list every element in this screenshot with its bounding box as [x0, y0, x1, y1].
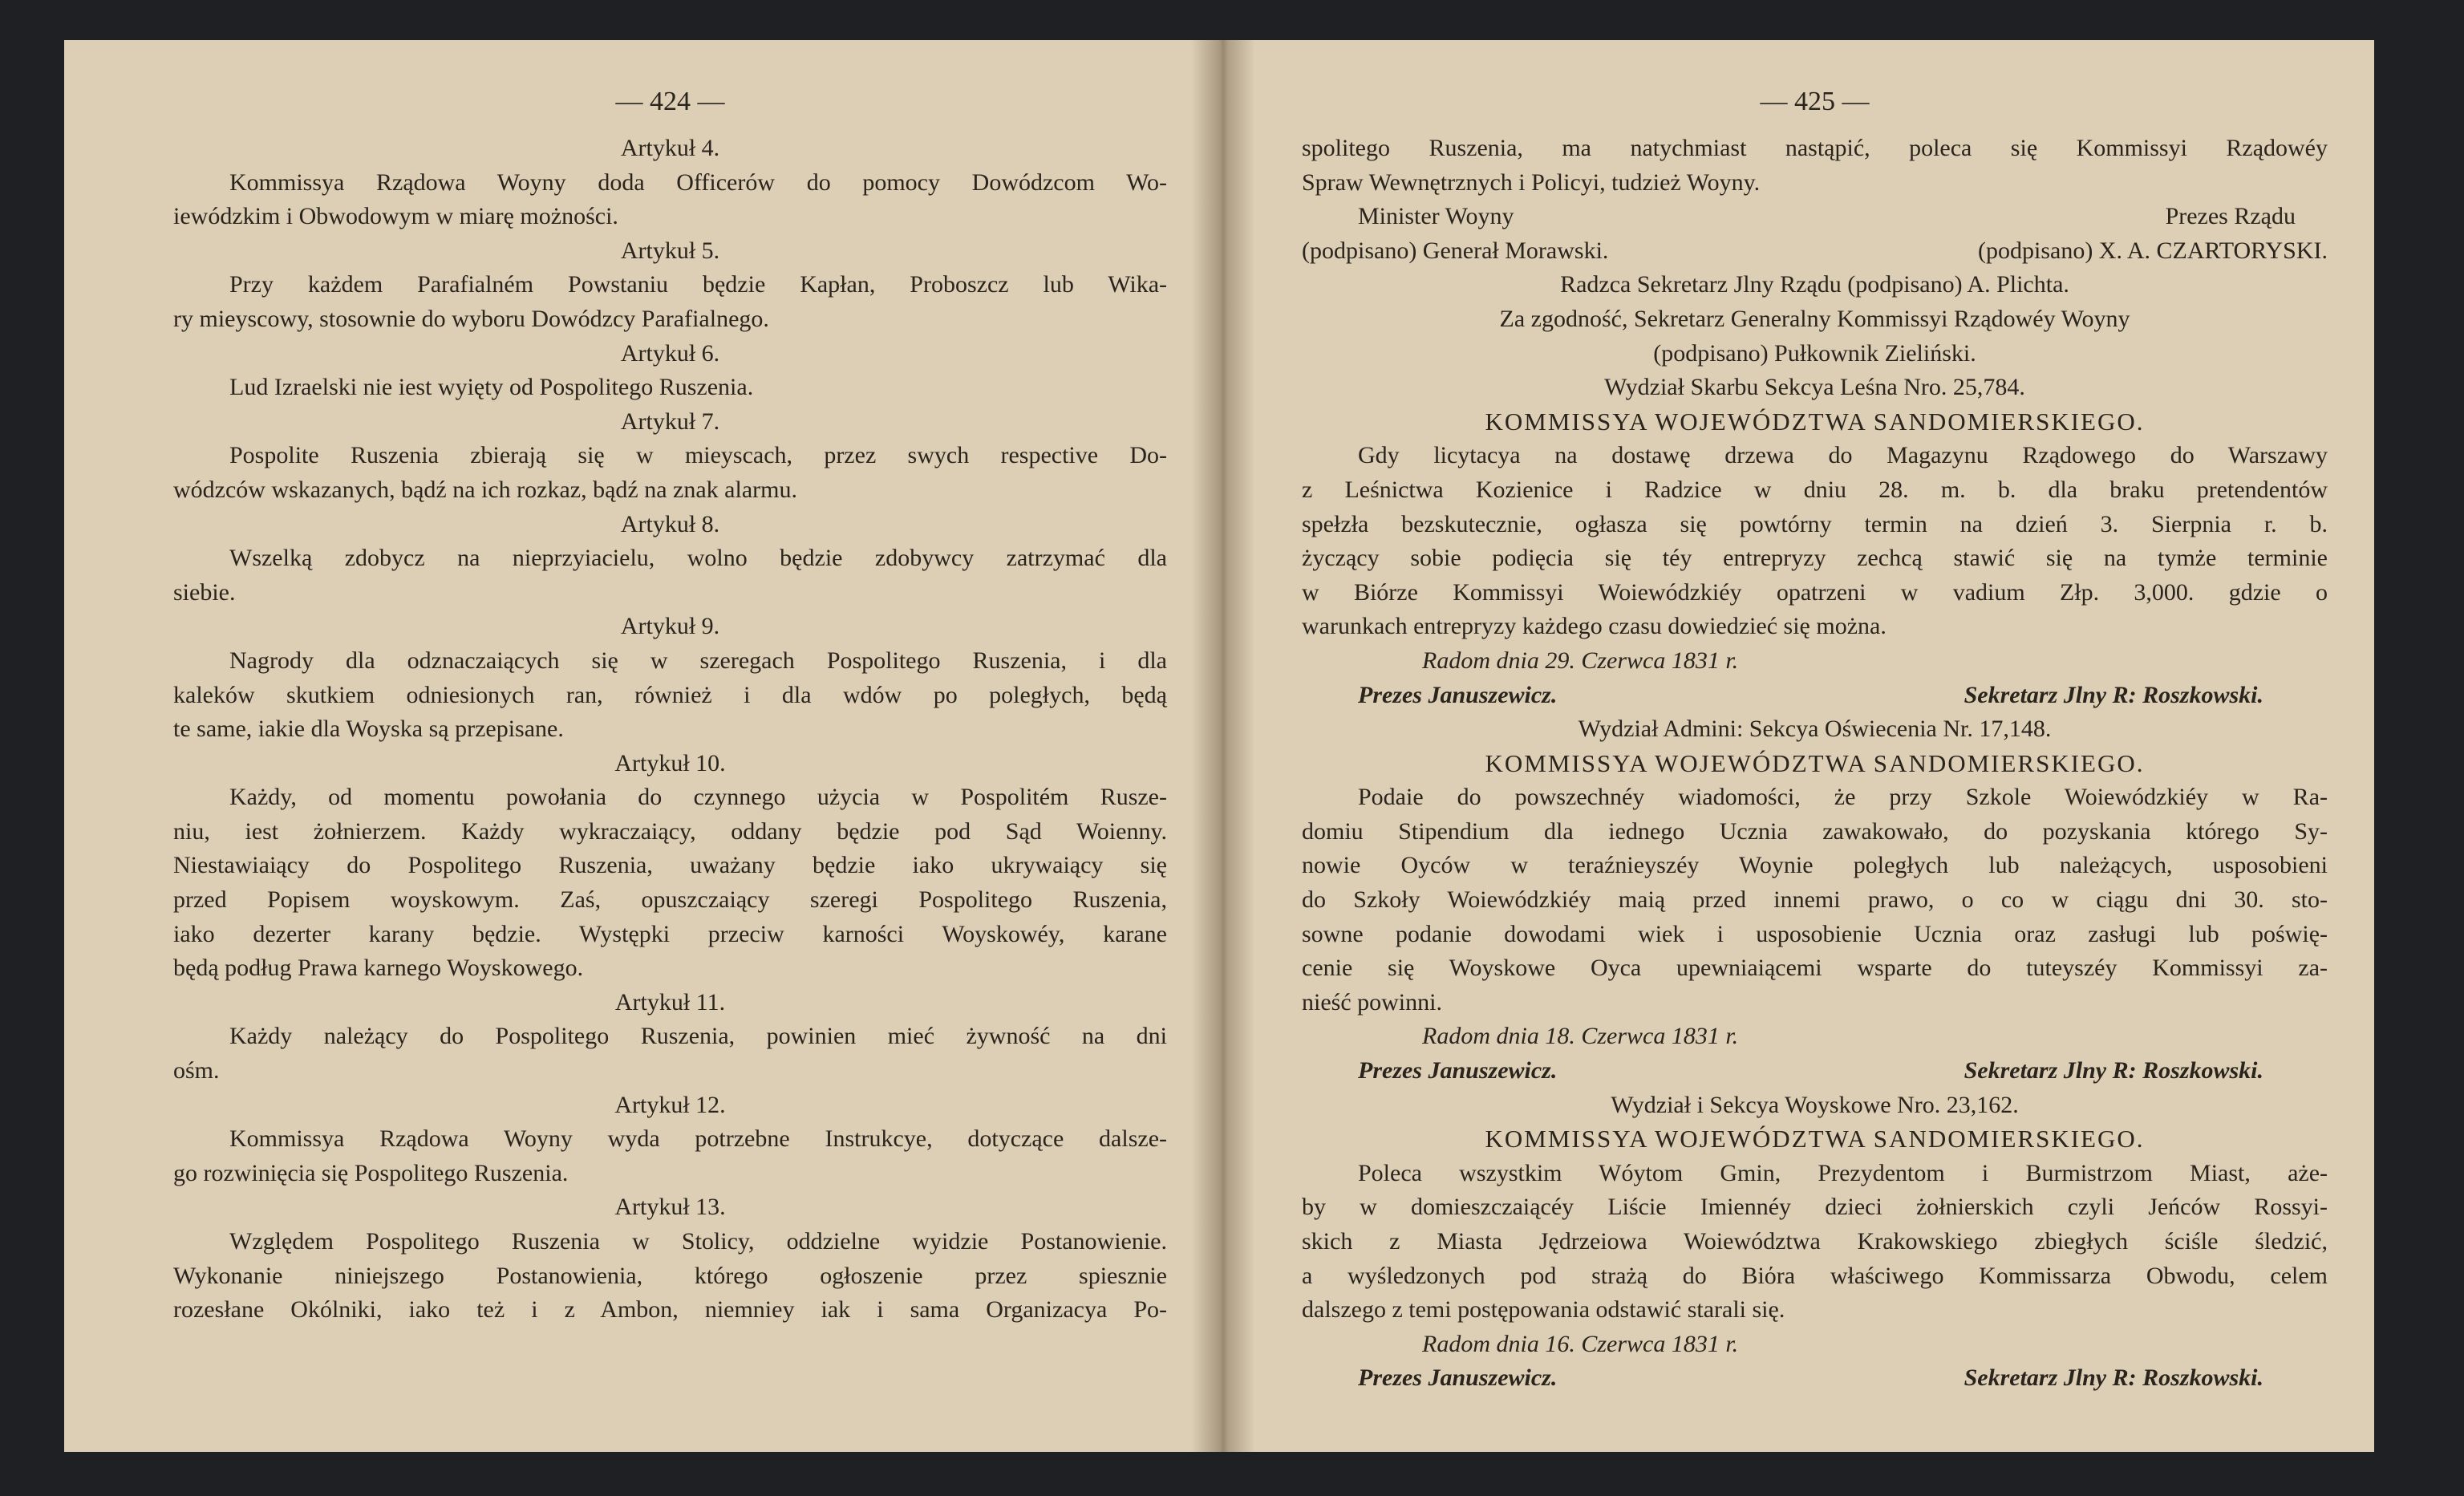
text-line: iewódzkim i Obwodowym w miarę możności.	[173, 203, 618, 230]
notice-title: KOMMISSYA WOJEWÓDZTWA SANDOMIERSKIEGO.	[1485, 748, 2145, 777]
text-line: a wyśledzonych pod strażą do Biόra właściwego Kommissarza Obwodu, celem	[1302, 1262, 2328, 1289]
text-line: by w domieszczaiącéy Liście Imiennéy dzieci żołnierskich czyli Jeńców Rossyi-	[1302, 1194, 2328, 1221]
right-page	[1223, 40, 2374, 1452]
article-heading: Artykuł 9.	[620, 613, 720, 640]
text-line: Wszelką zdobycz na nieprzyiacielu, wolno będzie zdobywcy zatrzymać dla	[229, 545, 1167, 572]
signature-right: Prezes Rządu	[2165, 203, 2296, 230]
article-heading: Artykuł 8.	[620, 510, 720, 537]
text-line: skich z Miasta Jędrzeiowa Woiewództwa Krakowskiego zbiegłych ściśle śledzić,	[1302, 1228, 2328, 1255]
article-heading: Artykuł 13.	[614, 1194, 726, 1221]
left-page-body	[173, 132, 1167, 1328]
signature-row	[1302, 234, 2328, 269]
notice-signatures	[1302, 1361, 2328, 1396]
text-line: nieść powinni.	[1302, 988, 1442, 1016]
signature-president: Prezes Januszewicz.	[1358, 1364, 1558, 1392]
text-line: Nagrody dla odznaczaiących się w szeregach Pospolitego Ruszenia, i dla	[229, 647, 1167, 674]
text-line: warunkach entrepryzy każdego czasu dowiedzieć się można.	[1302, 613, 1886, 640]
text-line: Każdy należący do Pospolitego Ruszenia, powinien mieć żywność na dni	[229, 1023, 1167, 1050]
notice-department: Wydział Skarbu Sekcya Leśna Nro. 25,784.	[1604, 374, 2025, 401]
text-line: Każdy, od momentu powołania do czynnego użycia w Pospolitém Rusze-	[229, 784, 1167, 811]
text-line: nowie Oyców w teraźnieyszéy Woynie poległych lub należących, usposobieni	[1302, 852, 2328, 879]
signature-left: Minister Woyny	[1358, 203, 1514, 230]
text-line: ośm.	[173, 1057, 220, 1084]
article-heading: Artykuł 7.	[620, 407, 720, 435]
notice-department: Wydział i Sekcya Woyskowe Nro. 23,162.	[1611, 1091, 2019, 1118]
article-heading: Artykuł 11.	[614, 988, 726, 1016]
text-line: Wykonanie niniejszego Postanowienia, którego ogłoszenie przez spiesznie	[173, 1262, 1167, 1289]
text-line: go rozwinięcia się Pospolitego Ruszenia.	[173, 1159, 569, 1186]
signature-left: (podpisano) Generał Morawski.	[1302, 237, 1609, 264]
text-line: w Biórze Kommissyi Woiewódzkiéy opatrzeni w vadium Złp. 3,000. gdzie o	[1302, 578, 2328, 606]
signature-secretary: Sekretarz Jlny R: Roszkowski.	[1964, 1364, 2263, 1392]
notice-military	[1302, 1089, 2328, 1396]
article-heading: Artykuł 6.	[620, 339, 720, 367]
text-line: cenie się Woyskowe Oyca upewniaiącemi wsparte do tuteyszéy Kommissyi za-	[1302, 955, 2328, 982]
text-line: spolitego Ruszenia, ma natychmiast nastąpić, poleca się Kommissyi Rządowéy	[1302, 135, 2328, 161]
text-line: życzący sobie podięcia się téy entrepryzy zechcą stawić się na tymże terminie	[1302, 545, 2328, 572]
text-line: dalszego z temi postępowania odstawić starali się.	[1302, 1296, 1785, 1324]
notice-department: Wydział Admini: Sekcya Oświecenia Nr. 17,148.	[1578, 716, 2052, 743]
article-heading: Artykuł 10.	[614, 749, 726, 776]
notice-signatures	[1302, 1054, 2328, 1089]
article-heading: Artykuł 5.	[620, 237, 720, 264]
text-line: spełzła bezskutecznie, ogłasza się powtórny termin na dzień 3. Sierpnia r. b.	[1302, 510, 2328, 537]
text-line: Względem Pospolitego Ruszenia w Stolicy, oddzielne wyidzie Postanowienie.	[229, 1228, 1167, 1255]
text-line: Podaie do powszechnéy wiadomości, że przy Szkole Woiewódzkiéy w Ra-	[1358, 784, 2328, 811]
open-book	[64, 40, 2374, 1452]
text-line: wódzców wskazanych, bądź na ich rozkaz, bądź na znak alarmu.	[173, 476, 797, 503]
notice-title: KOMMISSYA WOJEWÓDZTWA SANDOMIERSKIEGO.	[1485, 407, 2145, 436]
text-line: kaleków skutkiem odniesionych ran, również i dla wdów po poległych, będą	[173, 681, 1167, 708]
attestation: Za zgodność, Sekretarz Generalny Kommissyi Rządowéy Woyny	[1499, 305, 2130, 332]
page-number-right: — 425 —	[1760, 87, 1870, 116]
attestation-signature: (podpisano) Pułkownik Zieliński.	[1653, 339, 1976, 367]
text-line: domiu Stipendium dla iednego Ucznia zawakowało, do pozyskania którego Sy-	[1302, 817, 2328, 845]
page-number-left: — 424 —	[615, 87, 725, 116]
text-line: sowne podanie dowodami wiek i usposobienie Ucznia oraz zasługi lub poświę-	[1302, 920, 2328, 947]
text-line: Gdy licytacya na dostawę drzewa do Magazynu Rządowego do Warszawy	[1358, 442, 2328, 469]
signature-secretary: Sekretarz Jlny R: Roszkowski.	[1964, 681, 2263, 708]
text-line: Niestawiaiący do Pospolitego Ruszenia, uważany będzie iako ukrywaiący się	[173, 852, 1167, 879]
text-line: Pospolite Ruszenia zbierają się w mieyscach, przez swych respective Do-	[229, 442, 1167, 469]
notice-signatures	[1302, 679, 2328, 713]
text-line: Przy każdem Parafialném Powstaniu będzie Kapłan, Proboszcz lub Wika-	[229, 271, 1167, 298]
article-heading: Artykuł 4.	[620, 135, 720, 161]
notice-date: Radom dnia 29. Czerwca 1831 r.	[1422, 647, 1739, 674]
text-line: przed Popisem woyskowym. Zaś, opuszczaiący szeregi Pospolitego Ruszenia,	[173, 886, 1167, 914]
text-line: Spraw Wewnętrznych i Policyi, tudzież Woyny.	[1302, 168, 1761, 196]
text-line: będą podług Prawa karnego Woyskowego.	[173, 955, 584, 982]
signature-president: Prezes Januszewicz.	[1358, 681, 1558, 708]
signature-right: (podpisano) X. A. CZARTORYSKI.	[1978, 237, 2328, 264]
text-line: ry mieyscowy, stosownie do wyboru Dowódzcy Parafialnego.	[173, 305, 769, 332]
signature-row	[1302, 200, 2328, 234]
notice-forestry	[1302, 371, 2328, 712]
notice-title: KOMMISSYA WOJEWÓDZTWA SANDOMIERSKIEGO.	[1485, 1125, 2145, 1153]
text-line: rozesłane Okólniki, iako też i z Ambon, niemniey iak i sama Organizacya Po-	[173, 1296, 1167, 1324]
notice-education	[1302, 712, 2328, 1089]
notice-date: Radom dnia 18. Czerwca 1831 r.	[1422, 1023, 1739, 1050]
text-line: Kommissya Rządowa Woyny doda Officerów do pomocy Dowódzcom Wo-	[229, 168, 1167, 196]
article-heading: Artykuł 12.	[614, 1091, 726, 1118]
left-page	[64, 40, 1223, 1452]
text-line: Lud Izraelski nie iest wyięty od Pospolitego Ruszenia.	[229, 374, 754, 401]
text-line: Kommissya Rządowa Woyny wyda potrzebne Instrukcye, dotyczące dalsze-	[229, 1125, 1167, 1153]
notice-date: Radom dnia 16. Czerwca 1831 r.	[1422, 1330, 1739, 1357]
signature-secretary: Sekretarz Jlny R: Roszkowski.	[1964, 1057, 2263, 1084]
text-line: z Leśnictwa Kozienice i Radzice w dniu 28. m. b. dla braku pretendentów	[1302, 476, 2328, 503]
text-line: iako dezerter karany będzie. Występki przeciw karności Woyskowéy, karane	[173, 920, 1167, 947]
signature-president: Prezes Januszewicz.	[1358, 1057, 1558, 1084]
text-line: do Szkoły Woiewódzkiéy maią przed innemi prawo, o co w ciągu dni 30. sto-	[1302, 886, 2328, 914]
text-line: Poleca wszystkim Wóytom Gmin, Prezydentom i Burmistrzom Miast, aże-	[1358, 1159, 2328, 1186]
text-line: niu, iest żołnierzem. Każdy wykraczaiący, oddany będzie pod Sąd Woienny.	[173, 817, 1167, 845]
text-line: siebie.	[173, 578, 236, 606]
text-line: te same, iakie dla Woyska są przepisane.	[173, 716, 564, 743]
countersignature: Radzca Sekretarz Jlny Rządu (podpisano) A. Plichta.	[1560, 271, 2069, 298]
